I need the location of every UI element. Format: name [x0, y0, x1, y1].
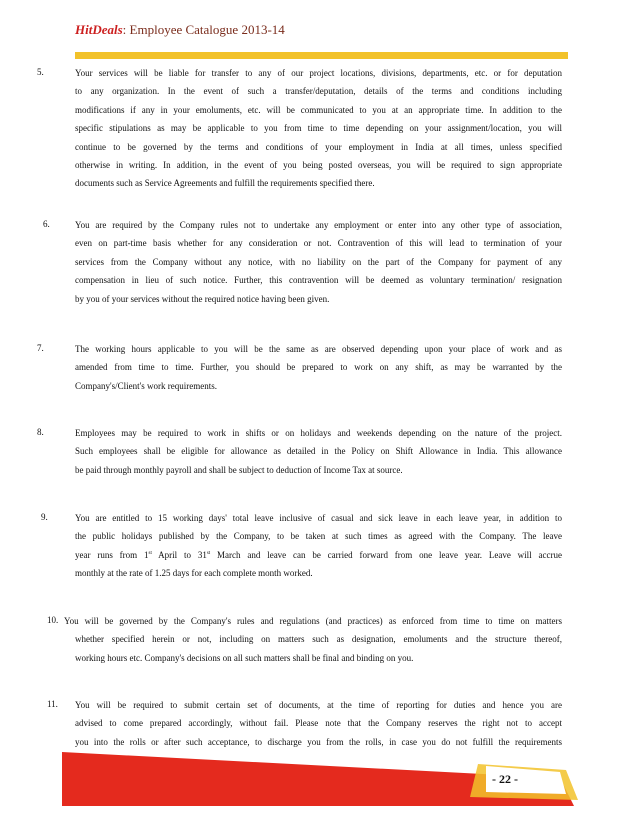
text-line: to any organization. In the event of such a transfer/deputation, details of the terms and conditions including — [75, 86, 562, 97]
text-line: Your services will be liable for transfer to any of our project locations, divisions, departments, etc. or for deputation — [75, 68, 562, 78]
ordinal-suffix: st — [206, 550, 211, 556]
text-line: Company's/Client's work requirements. — [75, 380, 217, 391]
text-line: continue to be governed by the terms and conditions of your employment in India at all times, unless specified — [75, 141, 562, 152]
text-line: the public holidays published by the Company, to be taken at such times as agreed with the Company. The leave — [75, 531, 562, 542]
clause-number: 8. — [37, 427, 44, 437]
text-line: be paid through monthly payroll and shall be subject to deduction of Income Tax at source. — [75, 464, 403, 475]
text-line: You will be required to submit certain set of documents, at the time of reporting for duties and hence you are — [75, 700, 562, 710]
text-line: You will be governed by the Company's rules and regulations (and practices) as enforced from time to time on matters — [64, 616, 562, 626]
text-line: The working hours applicable to you will be the same as are observed depending upon your place of work and as — [75, 344, 562, 354]
text-line: services from the Company without any notice, with no liability on the part of the Company for payment of any — [75, 256, 562, 267]
clause-number: 6. — [43, 219, 50, 229]
text-line: monthly at the rate of 1.25 days for each complete month worked. — [75, 568, 313, 579]
clause-number: 11. — [47, 699, 58, 709]
text-line: documents such as Service Agreements and fulfill the requirements specified there. — [75, 178, 375, 189]
text-line: You are required by the Company rules not to undertake any employment or enter into any other type of association, — [75, 220, 562, 230]
text-line: you into the rolls or after such acceptance, to discharge you from the rolls, in case you do not fulfill the requirements — [75, 736, 562, 747]
text-line: even on part-time basis whether for any consideration or not. Contravention of this will lead to termination of your — [75, 238, 562, 249]
text-line: amended from time to time. Further, you should be prepared to work on any shift, as may be warranted by the — [75, 362, 562, 373]
brand-logo-text: HitDeals — [75, 22, 123, 37]
text-line: Employees may be required to work in shifts or on holidays and weekends depending on the nature of the project. — [75, 428, 562, 438]
text-line: You are entitled to 15 working days' total leave inclusive of casual and sick leave in each leave year, in addition to — [75, 513, 562, 523]
text-line: specific stipulations as may be applicable to you from time to time depending on your assignment/location, you will — [75, 123, 562, 134]
text-fragment: April to 31 — [151, 549, 207, 560]
page-number: - 22 - — [492, 772, 518, 786]
clause-number: 9. — [41, 512, 48, 522]
text-fragment: March and leave can be carried forward from one leave year. Leave will accrue — [210, 549, 562, 560]
clause-number: 7. — [37, 343, 44, 353]
clause-number: 10. — [47, 615, 59, 625]
text-line: Such employees shall be eligible for allowance as detailed in the Policy on Shift Allowance in India. This allowance — [75, 446, 562, 457]
text-line: by you of your services without the required notice having been given. — [75, 293, 330, 304]
text-fragment: year runs from 1 — [75, 549, 149, 560]
text-line: whether specified herein or not, including on matters such as designation, emoluments and the structure thereof, — [75, 634, 562, 645]
text-line: modifications if any in your emoluments, etc. will be communicated to you at an appropriate time. In addition to the — [75, 104, 562, 115]
text-line: otherwise in writing. In addition, in the event of you being posted overseas, you will be required to sign appropriate — [75, 159, 562, 170]
clause-number: 5. — [37, 67, 44, 77]
text-line: advised to come prepared accordingly, without fail. Please note that the Company reserves the right not to accept — [75, 718, 562, 729]
catalogue-title: : Employee Catalogue 2013-14 — [122, 22, 285, 37]
text-line: compensation in lieu of such notice. Further, this contravention will be deemed as voluntary termination/ resignation — [75, 275, 562, 286]
ordinal-suffix: st — [148, 550, 152, 556]
text-line: working hours etc. Company's decisions on all such matters shall be final and binding on you. — [75, 652, 414, 663]
